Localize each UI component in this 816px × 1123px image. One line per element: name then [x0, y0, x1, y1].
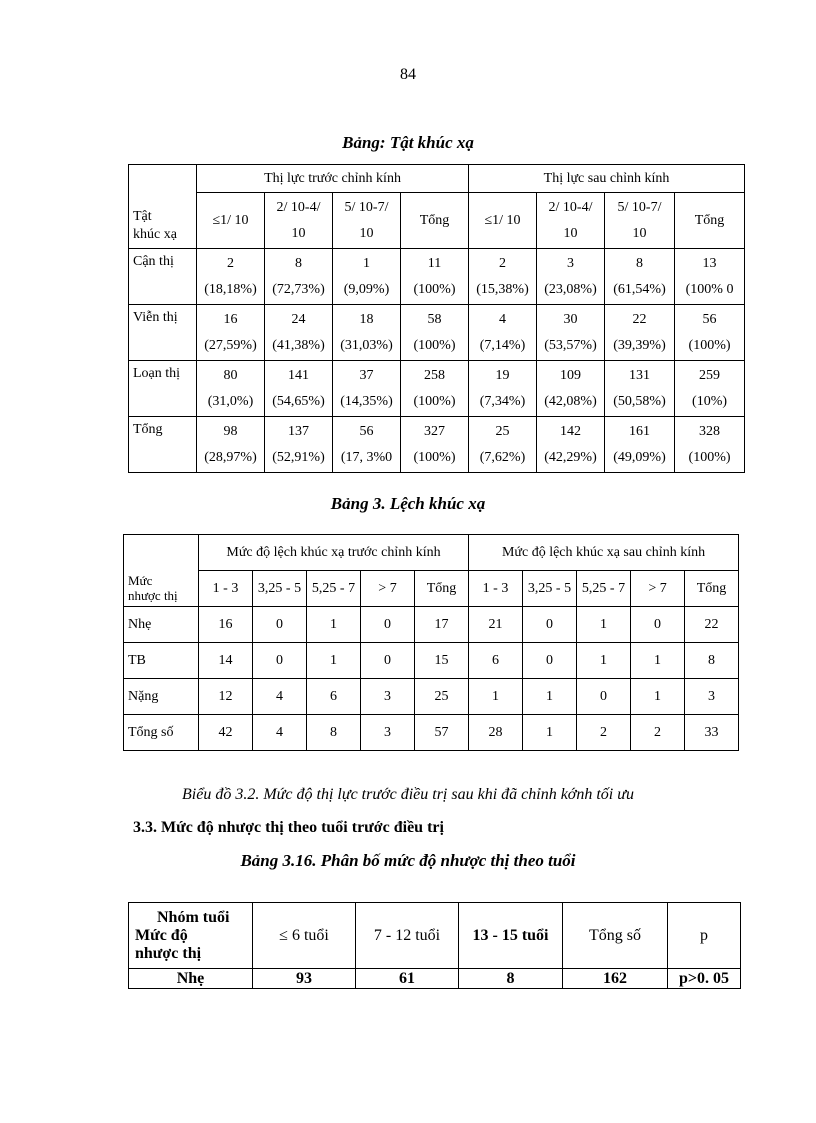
table2-col-header: 3,25 - 5	[253, 571, 307, 607]
table-cell	[469, 249, 537, 305]
table-row	[129, 249, 745, 305]
table-cell	[605, 305, 675, 361]
table-cell: 25	[415, 679, 469, 715]
table-cell: 61	[356, 969, 459, 989]
table-cell	[197, 361, 265, 417]
table-cell: 16	[199, 607, 253, 643]
table-cell: 93	[253, 969, 356, 989]
cell-percent: (23,08%)	[544, 281, 597, 297]
table-cell	[469, 305, 537, 361]
table-cell: 1	[577, 643, 631, 679]
cell-percent: (100%)	[413, 449, 456, 465]
table-cell	[469, 361, 537, 417]
cell-count: 3	[567, 255, 575, 271]
table2-group-before: Mức độ lệch khúc xạ trước chỉnh kính	[199, 535, 469, 571]
figure-caption: Biểu đồ 3.2. Mức độ thị lực trước điều trị sau khi đã chỉnh kớnh tối ưu	[182, 786, 634, 803]
table-cell: 1	[523, 679, 577, 715]
cell-count: 13	[702, 255, 717, 271]
row-label: Cận thị	[129, 249, 197, 305]
table1-col-header: ≤1/ 10	[197, 193, 265, 249]
table1-group-after: Thị lực sau chỉnh kính	[469, 165, 745, 193]
table3-col-header: ≤ 6 tuổi	[253, 903, 356, 969]
cell-count: 2	[227, 255, 234, 271]
row-label: Nhẹ	[124, 607, 199, 643]
table2-col-header: > 7	[631, 571, 685, 607]
table-cell: 4	[253, 715, 307, 751]
table-cell: 0	[523, 643, 577, 679]
row-label: Tổng số	[124, 715, 199, 751]
table-cell	[401, 249, 469, 305]
cell-percent: (31,03%)	[340, 337, 393, 353]
table2-col-header: 1 - 3	[469, 571, 523, 607]
table-row	[129, 969, 741, 989]
table-cell	[401, 417, 469, 473]
cell-percent: (100%)	[413, 337, 456, 353]
table-cell	[333, 417, 401, 473]
cell-percent: (28,97%)	[204, 449, 257, 465]
table-cell	[537, 361, 605, 417]
cell-count: 56	[702, 311, 717, 327]
cell-count: 37	[359, 367, 374, 383]
cell-percent: (31,0%)	[207, 393, 254, 409]
cell-count: 24	[291, 311, 306, 327]
table-cell: 28	[469, 715, 523, 751]
table1-col-header: 2/ 10-4/ 10	[537, 193, 605, 249]
table-cell	[605, 417, 675, 473]
cell-count: 137	[288, 423, 309, 439]
table-cell	[605, 249, 675, 305]
cell-count: 22	[632, 311, 647, 327]
cell-count: 327	[424, 423, 445, 439]
table2-col-headers	[124, 571, 739, 607]
cell-percent: (7,14%)	[479, 337, 526, 353]
table2-col-header: 5,25 - 7	[577, 571, 631, 607]
cell-count: 11	[427, 255, 442, 271]
cell-count: 58	[427, 311, 442, 327]
table-cell: 1	[631, 679, 685, 715]
cell-percent: (100%)	[413, 281, 456, 297]
anisometropia-table	[123, 534, 739, 751]
table-row	[129, 417, 745, 473]
cell-percent: (53,57%)	[544, 337, 597, 353]
table-cell: 1	[307, 607, 361, 643]
table-cell: 0	[577, 679, 631, 715]
table-cell: 21	[469, 607, 523, 643]
table-cell	[197, 417, 265, 473]
age-distribution-table	[128, 902, 741, 989]
cell-percent: (10%)	[692, 393, 728, 409]
row-label: TB	[124, 643, 199, 679]
table-cell: 12	[199, 679, 253, 715]
table-cell: 6	[307, 679, 361, 715]
cell-count: 141	[288, 367, 309, 383]
table-cell: 2	[577, 715, 631, 751]
table-row	[129, 361, 745, 417]
table3-caption: Bảng 3.16. Phân bố mức độ nhược thị theo tuổi	[240, 851, 576, 870]
table2-col-header: 1 - 3	[199, 571, 253, 607]
cell-percent: (42,08%)	[544, 393, 597, 409]
table1-col-header: ≤1/ 10	[469, 193, 537, 249]
cell-count: 328	[699, 423, 721, 439]
cell-percent: (54,65%)	[272, 393, 325, 409]
table-cell: 1	[469, 679, 523, 715]
table2-body	[124, 607, 739, 751]
cell-count: 98	[223, 423, 238, 439]
table-cell: 1	[523, 715, 577, 751]
table-cell	[265, 249, 333, 305]
cell-percent: (9,09%)	[343, 281, 390, 297]
table-cell	[469, 417, 537, 473]
cell-count: 142	[560, 423, 582, 439]
table-cell: 22	[685, 607, 739, 643]
cell-count: 80	[223, 367, 238, 383]
table1-body	[129, 249, 745, 473]
row-label: Tổng	[129, 417, 197, 473]
table2-col-header: 3,25 - 5	[523, 571, 577, 607]
cell-count: 8	[295, 255, 302, 271]
cell-percent: (18,18%)	[204, 281, 257, 297]
cell-count: 30	[563, 311, 578, 327]
table-cell: 8	[307, 715, 361, 751]
table3-col-header: Tổng số	[563, 903, 668, 969]
cell-count: 161	[629, 423, 651, 439]
table-row	[124, 715, 739, 751]
table-row	[124, 643, 739, 679]
cell-count: 131	[629, 367, 651, 383]
cell-percent: (100%)	[688, 337, 731, 353]
table2-corner-cell: Mức nhược thị	[124, 535, 199, 607]
cell-percent: (49,09%)	[613, 449, 666, 465]
table-cell: 3	[685, 679, 739, 715]
table-cell: 3	[361, 715, 415, 751]
cell-percent: (100%)	[688, 449, 731, 465]
cell-count: 8	[636, 255, 644, 271]
table-cell: 6	[469, 643, 523, 679]
table-cell	[675, 417, 745, 473]
cell-count: 4	[499, 311, 507, 327]
table-cell	[333, 361, 401, 417]
table1-col-header: 5/ 10-7/ 10	[605, 193, 675, 249]
table-cell: 0	[361, 607, 415, 643]
cell-percent: (100% 0	[685, 281, 734, 297]
cell-percent: (100%)	[413, 393, 456, 409]
table-cell: 33	[685, 715, 739, 751]
table-cell	[265, 417, 333, 473]
table-cell	[197, 305, 265, 361]
cell-count: 1	[363, 255, 370, 271]
table-cell: 8	[459, 969, 563, 989]
table-cell	[333, 249, 401, 305]
cell-percent: (52,91%)	[272, 449, 325, 465]
table-cell: 2	[631, 715, 685, 751]
table-cell	[197, 249, 265, 305]
table-row	[124, 679, 739, 715]
table-cell	[537, 305, 605, 361]
table3-body	[129, 969, 741, 989]
cell-percent: (41,38%)	[272, 337, 325, 353]
table-cell	[537, 249, 605, 305]
row-label: Loạn thị	[129, 361, 197, 417]
table2-col-header: Tổng	[685, 571, 739, 607]
cell-count: 258	[424, 367, 445, 383]
table-cell: 14	[199, 643, 253, 679]
table-cell: 8	[685, 643, 739, 679]
table-cell	[401, 361, 469, 417]
table-cell: 57	[415, 715, 469, 751]
cell-percent: (17, 3%0	[340, 449, 393, 465]
cell-percent: (39,39%)	[613, 337, 666, 353]
cell-percent: (14,35%)	[340, 393, 393, 409]
table-cell: p>0. 05	[668, 969, 741, 989]
cell-percent: (27,59%)	[204, 337, 257, 353]
table1-col-header: 2/ 10-4/ 10	[265, 193, 333, 249]
table-cell	[265, 305, 333, 361]
table-cell	[401, 305, 469, 361]
cell-percent: (7,34%)	[479, 393, 526, 409]
table2-col-header: Tổng	[415, 571, 469, 607]
cell-count: 56	[359, 423, 374, 439]
table-cell: 42	[199, 715, 253, 751]
cell-count: 19	[495, 367, 510, 383]
table-row	[129, 305, 745, 361]
table3-col-header: p	[668, 903, 741, 969]
table2-col-header: > 7	[361, 571, 415, 607]
table-cell: 162	[563, 969, 668, 989]
table-cell: 1	[577, 607, 631, 643]
table2-caption: Bảng 3. Lệch khúc xạ	[330, 494, 486, 513]
table1-col-header: Tổng	[675, 193, 745, 249]
table-cell: 0	[361, 643, 415, 679]
table-cell: 0	[523, 607, 577, 643]
cell-count: 25	[495, 423, 510, 439]
table1-group-before: Thị lực trước chỉnh kính	[197, 165, 469, 193]
table1-col-header: 5/ 10-7/ 10	[333, 193, 401, 249]
section-heading: 3.3. Mức độ nhược thị theo tuổi trước điều trị	[133, 819, 444, 836]
table-cell	[265, 361, 333, 417]
cell-count: 109	[560, 367, 582, 383]
cell-percent: (61,54%)	[613, 281, 666, 297]
cell-count: 18	[359, 311, 374, 327]
row-label: Nặng	[124, 679, 199, 715]
table-cell	[605, 361, 675, 417]
cell-percent: (50,58%)	[613, 393, 666, 409]
page-number: 84	[400, 66, 416, 83]
table3-col-header: 13 - 15 tuổi	[459, 903, 563, 969]
table-cell	[675, 249, 745, 305]
table3-corner-cell: Nhóm tuổi Mức độ nhược thị	[129, 903, 253, 969]
cell-percent: (15,38%)	[476, 281, 529, 297]
table-cell	[333, 305, 401, 361]
table-row	[124, 607, 739, 643]
row-label: Nhẹ	[129, 969, 253, 989]
table-cell: 1	[631, 643, 685, 679]
cell-percent: (72,73%)	[272, 281, 325, 297]
table-cell	[675, 305, 745, 361]
table3-col-header: 7 - 12 tuổi	[356, 903, 459, 969]
table1-corner-cell: Tật khúc xạ	[129, 165, 197, 249]
table2-group-after: Mức độ lệch khúc xạ sau chỉnh kính	[469, 535, 739, 571]
table-cell: 0	[253, 643, 307, 679]
table-cell	[537, 417, 605, 473]
table-cell: 1	[307, 643, 361, 679]
cell-count: 16	[223, 311, 238, 327]
table-cell: 0	[253, 607, 307, 643]
table-cell: 15	[415, 643, 469, 679]
cell-percent: (42,29%)	[544, 449, 597, 465]
table-cell: 4	[253, 679, 307, 715]
cell-count: 2	[499, 255, 507, 271]
table2-col-header: 5,25 - 7	[307, 571, 361, 607]
cell-percent: (7,62%)	[479, 449, 526, 465]
table1-caption: Bảng: Tật khúc xạ	[342, 133, 474, 152]
cell-count: 259	[699, 367, 721, 383]
table-cell: 0	[631, 607, 685, 643]
table-cell: 17	[415, 607, 469, 643]
table1-col-header: Tổng	[401, 193, 469, 249]
refractive-error-table	[128, 164, 745, 473]
row-label: Viễn thị	[129, 305, 197, 361]
table-cell	[675, 361, 745, 417]
table-cell: 3	[361, 679, 415, 715]
